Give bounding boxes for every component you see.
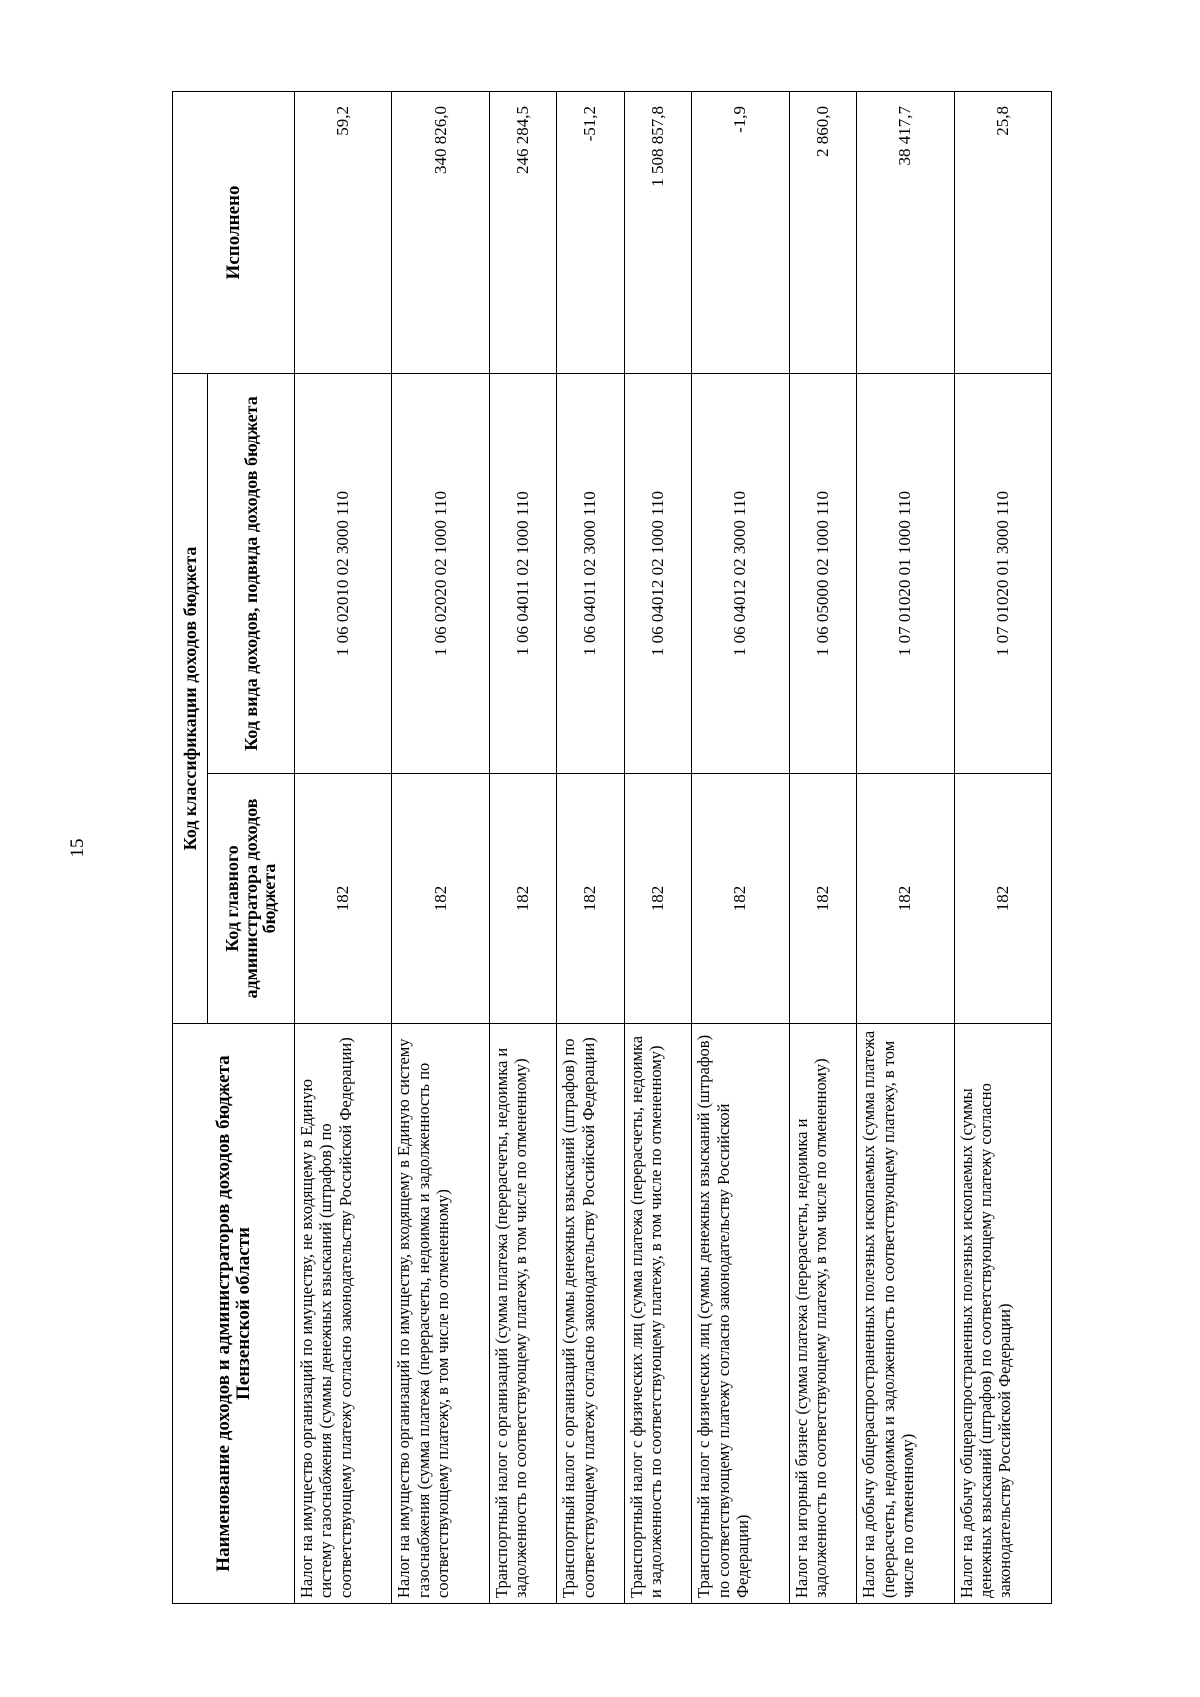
table-row [557, 91, 624, 1603]
row-executed: -1,9 [692, 91, 789, 373]
row-revenue-code: 1 06 05000 02 1000 110 [789, 373, 856, 773]
row-revenue-code: 1 07 01020 01 1000 110 [857, 373, 954, 773]
row-name: Транспортный налог с физических лиц (суммы денежных взысканий (штрафов) по соответствующему платежу согласно законодательству Российской Федерации) [692, 1024, 789, 1604]
table-body [295, 91, 1052, 1603]
row-revenue-code: 1 06 04011 02 3000 110 [557, 373, 624, 773]
row-revenue-code: 1 07 01020 01 3000 110 [954, 373, 1052, 773]
row-name: Транспортный налог с организаций (сумма платежа (перерасчеты, недоимка и задолженность по соответствующему платежу, в том числе по отмененному) [489, 1024, 556, 1604]
row-revenue-code: 1 06 04011 02 1000 110 [489, 373, 556, 773]
row-executed: -51,2 [557, 91, 624, 373]
row-name: Налог на добычу общераспространенных полезных ископаемых (суммы денежных взысканий (штрафов) по соответствующему платежу согласно законодательству Российской Федерации) [954, 1024, 1052, 1604]
header-admin-code: Код главного администратора доходов бюджета [208, 774, 295, 1024]
table-row [857, 91, 954, 1603]
row-revenue-code: 1 06 02010 02 3000 110 [295, 373, 392, 773]
table-row [954, 91, 1052, 1603]
row-admin-code: 182 [857, 774, 954, 1024]
row-executed: 38 417,7 [857, 91, 954, 373]
table-row [392, 91, 489, 1603]
row-revenue-code: 1 06 02020 02 1000 110 [392, 373, 489, 773]
revenue-table [172, 91, 1052, 1604]
table-row [489, 91, 556, 1603]
row-admin-code: 182 [295, 774, 392, 1024]
row-executed: 246 284,5 [489, 91, 556, 373]
row-executed: 1 508 857,8 [624, 91, 691, 373]
header-name: Наименование доходов и администраторов доходов бюджета Пензенской области [173, 1024, 295, 1604]
row-admin-code: 182 [789, 774, 856, 1024]
row-revenue-code: 1 06 04012 02 3000 110 [692, 373, 789, 773]
row-admin-code: 182 [954, 774, 1052, 1024]
row-admin-code: 182 [692, 774, 789, 1024]
row-admin-code: 182 [392, 774, 489, 1024]
row-executed: 2 860,0 [789, 91, 856, 373]
row-name: Налог на имущество организаций по имуществу, не входящему в Единую систему газоснабжения (суммы денежных взысканий (штрафов) по соответствующему платежу согласно законодательству Российской Федерации) [295, 1024, 392, 1604]
table-row [624, 91, 691, 1603]
table-row [789, 91, 856, 1603]
row-name: Налог на имущество организаций по имуществу, входящему в Единую систему газоснабжения (сумма платежа (перерасчеты, недоимка и задолженность по соответствующему платежу, в том числе по отмененному) [392, 1024, 489, 1604]
table-header [173, 91, 295, 1603]
rotated-table-wrapper [172, 92, 1052, 1604]
row-executed: 59,2 [295, 91, 392, 373]
row-name: Налог на добычу общераспространенных полезных ископаемых (сумма платежа (перерасчеты, недоимка и задолженность по соответствующему платежу, в том числе по отмененному) [857, 1024, 954, 1604]
row-executed: 25,8 [954, 91, 1052, 373]
row-revenue-code: 1 06 04012 02 1000 110 [624, 373, 691, 773]
row-name: Транспортный налог с организаций (суммы денежных взысканий (штрафов) по соответствующему платежу согласно законодательству Российской Федерации) [557, 1024, 624, 1604]
row-name: Транспортный налог с физических лиц (сумма платежа (перерасчеты, недоимка и задолженность по соответствующему платежу, в том числе по отмененному) [624, 1024, 691, 1604]
header-executed: Исполнено [173, 91, 295, 373]
row-admin-code: 182 [489, 774, 556, 1024]
row-admin-code: 182 [624, 774, 691, 1024]
table-row [692, 91, 789, 1603]
header-code-group: Код классификации доходов бюджета [173, 373, 208, 1023]
table-row [295, 91, 392, 1603]
page-number: 15 [67, 838, 88, 858]
row-name: Налог на игорный бизнес (сумма платежа (перерасчеты, недоимка и задолженность по соответствующему платежу, в том числе по отмененному) [789, 1024, 856, 1604]
header-type-code: Код вида доходов, подвида доходов бюджета [208, 373, 295, 773]
row-admin-code: 182 [557, 774, 624, 1024]
row-executed: 340 826,0 [392, 91, 489, 373]
